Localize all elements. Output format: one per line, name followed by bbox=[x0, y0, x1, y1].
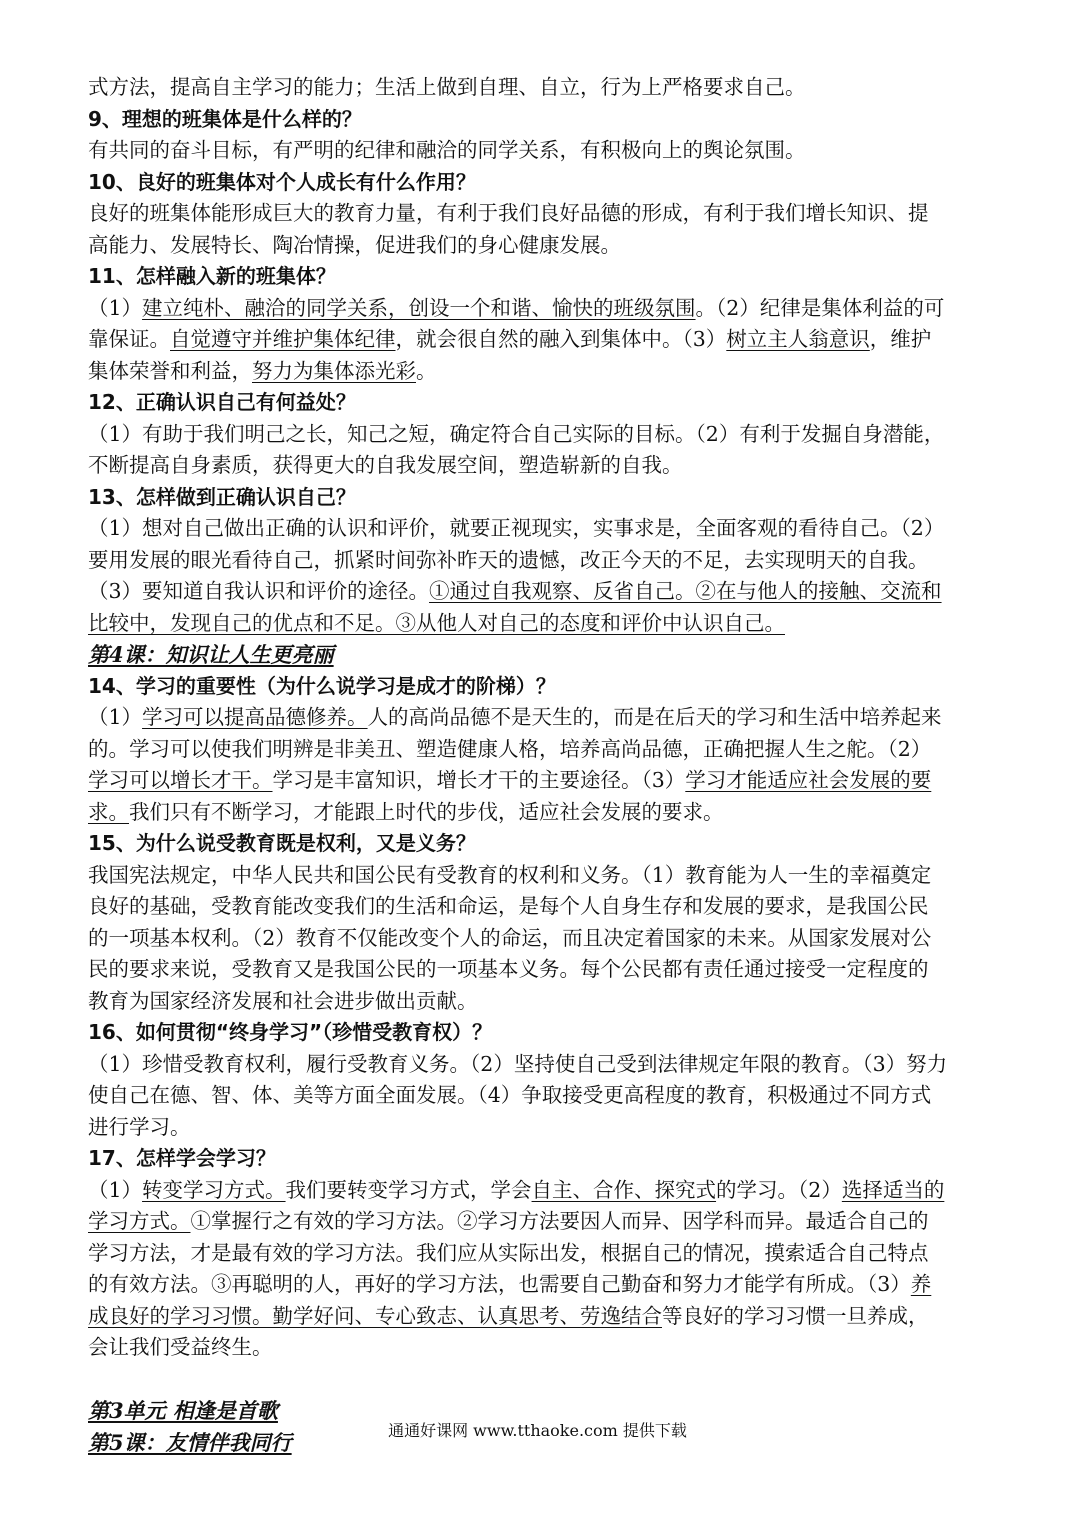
answer-text: 使自己在德、智、体、美等方面全面发展。（4）争取接受更高程度的教育，积极通过不同方式 bbox=[88, 1083, 932, 1107]
answer-text: 学习是丰富知识，增长才干的主要途径。（3） bbox=[272, 768, 686, 792]
question-text: 14、学习的重要性（为什么说学习是成才的阶梯）？ bbox=[88, 673, 556, 698]
answer-text: 等良好的学习习惯一旦养成， bbox=[662, 1303, 929, 1328]
underlined-key-point: 求。 bbox=[88, 799, 129, 824]
answer-text: 不断提高自身素质，获得更大的自我发展空间，塑造崭新的自我。 bbox=[88, 453, 683, 477]
text-line bbox=[88, 986, 988, 1018]
answer-text: （1）想对自己做出正确的认识和评价，就要正视现实，实事求是，全面客观的看待自己。（2） bbox=[88, 516, 945, 540]
answer-text: 我国宪法规定，中华人民共和国公民有受教育的权利和义务。（1）教育能为人一生的幸福奠定 bbox=[88, 862, 932, 887]
answer-text: 民的要求来说，受教育又是我国公民的一项基本义务。每个公民都有责任通过接受一定程度的 bbox=[88, 957, 929, 981]
text-line bbox=[88, 230, 988, 262]
answer-text: 靠保证。 bbox=[88, 327, 170, 351]
text-line bbox=[88, 797, 988, 829]
underlined-key-point: 努力为集体添光彩 bbox=[252, 358, 416, 383]
underlined-key-point: 自觉遵守并维护集体纪律 bbox=[170, 327, 396, 351]
question-heading bbox=[88, 387, 988, 419]
question-text: 16、如何贯彻“终身学习”（珍惜受教育权）？ bbox=[88, 1020, 493, 1044]
text-line bbox=[88, 1301, 988, 1333]
text-line bbox=[88, 1206, 988, 1238]
underlined-key-point: 养 bbox=[910, 1272, 932, 1296]
question-text: 9、理想的班集体是什么样的？ bbox=[88, 106, 362, 131]
answer-text: 良好的班集体能形成巨大的教育力量，有利于我们良好品德的形成，有利于我们增长知识、提 bbox=[88, 201, 929, 225]
document-page bbox=[88, 72, 988, 1458]
text-line bbox=[88, 765, 988, 797]
text-line bbox=[88, 860, 988, 892]
underlined-key-point: 选择适当的 bbox=[841, 1177, 945, 1202]
answer-text: ①掌握行之有效的学习方法。②学习方法要因人而异、因学科而异。最适合自己的 bbox=[190, 1209, 929, 1233]
answer-text: （1） bbox=[88, 295, 143, 320]
text-line bbox=[88, 419, 988, 451]
answer-text: 集体荣誉和利益， bbox=[88, 358, 252, 383]
answer-text: （3）要知道自我认识和评价的途径。 bbox=[88, 579, 430, 603]
text-line bbox=[88, 1175, 988, 1207]
answer-text: （1）有助于我们明己之长，知己之短，确定符合自己实际的目标。（2）有利于发掘自身潜能， bbox=[88, 421, 945, 446]
question-text: 13、怎样做到正确认识自己？ bbox=[88, 484, 356, 509]
text-line bbox=[88, 608, 988, 640]
text-line bbox=[88, 1080, 988, 1112]
underlined-key-point: 学习可以提高品德修养。 bbox=[142, 705, 368, 729]
answer-text: 学习方法，才是最有效的学习方法。我们应从实际出发，根据自己的情况，摸索适合自己特点 bbox=[88, 1240, 929, 1265]
question-heading bbox=[88, 1143, 988, 1175]
answer-text: 的一项基本权利。（2）教育不仅能改变个人的命运，而且决定着国家的未来。从国家发展对公 bbox=[88, 925, 932, 950]
unit-title: 第3单元 相逢是首歌 bbox=[88, 1398, 278, 1423]
question-heading bbox=[88, 828, 988, 860]
underlined-key-point: 勤学好问、专心致志、认真思考、劳逸结合 bbox=[272, 1303, 662, 1328]
text-line bbox=[88, 576, 988, 608]
text-line bbox=[88, 513, 988, 545]
underlined-key-point: 学习才能适应社会发展的要 bbox=[685, 768, 932, 792]
lesson-title: 第5课：友情伴我同行 bbox=[88, 1429, 292, 1455]
answer-text: 良好的基础，受教育能改变我们的生活和命运，是每个人自身生存和发展的要求，是我国公民 bbox=[88, 894, 929, 918]
page-footer bbox=[0, 1418, 1075, 1441]
question-text: 11、怎样融入新的班集体？ bbox=[88, 264, 336, 288]
underlined-key-point: 树立主人翁意识 bbox=[726, 327, 870, 351]
underlined-key-point: 学习方式。 bbox=[88, 1209, 191, 1233]
text-line bbox=[88, 545, 988, 577]
question-text: 12、正确认识自己有何益处？ bbox=[88, 390, 356, 414]
underlined-key-point: 自主、合作、探究式 bbox=[531, 1177, 717, 1202]
answer-text: 我们只有不断学习，才能跟上时代的步伐，适应社会发展的要求。 bbox=[129, 799, 724, 824]
underlined-key-point: 建立纯朴、融洽的同学关系，创设一个和谐、愉快的班级氛围 bbox=[142, 295, 696, 320]
question-heading bbox=[88, 167, 988, 199]
underlined-key-point: 比较中，发现自己的优点和不足。③从他人对自己的态度和评价中认识自己。 bbox=[88, 610, 785, 635]
text-line bbox=[88, 293, 988, 325]
question-heading bbox=[88, 482, 988, 514]
answer-text: 会让我们受益终生。 bbox=[88, 1335, 273, 1359]
text-line bbox=[88, 1049, 988, 1081]
answer-text: 教育为国家经济发展和社会进步做出贡献。 bbox=[88, 988, 478, 1013]
text-line bbox=[88, 135, 988, 167]
answer-text: 人的高尚品德不是天生的，而是在后天的学习和生活中培养起来 bbox=[367, 705, 942, 729]
question-heading bbox=[88, 261, 988, 293]
answer-text: 高能力、发展特长、陶冶情操，促进我们的身心健康发展。 bbox=[88, 232, 621, 257]
answer-text: 的。学习可以使我们明辨是非美丑、塑造健康人格，培养高尚品德，正确把握人生之舵。（2） bbox=[88, 736, 932, 761]
answer-text: （1）珍惜受教育权利，履行受教育义务。（2）坚持使自己受到法律规定年限的教育。（3）努力 bbox=[88, 1051, 948, 1076]
answer-text: 有共同的奋斗目标，有严明的纪律和融洽的同学关系，有积极向上的舆论氛围。 bbox=[88, 138, 806, 162]
text-line bbox=[88, 450, 988, 482]
answer-text: （1） bbox=[88, 1177, 143, 1202]
text-line bbox=[88, 1112, 988, 1144]
text-line bbox=[88, 72, 988, 104]
paragraph-text: 式方法，提高自主学习的能力；生活上做到自理、自立，行为上严格要求自己。 bbox=[88, 75, 806, 99]
underlined-key-point: 转变学习方式。 bbox=[142, 1177, 286, 1202]
text-line bbox=[88, 702, 988, 734]
question-heading bbox=[88, 1017, 988, 1049]
question-text: 17、怎样学会学习？ bbox=[88, 1146, 276, 1170]
underlined-key-point: 成良好的学习习惯。 bbox=[88, 1303, 273, 1328]
answer-text: 我们要转变学习方式，学会 bbox=[285, 1177, 532, 1202]
question-text: 10、良好的班集体对个人成长有什么作用？ bbox=[88, 169, 476, 194]
lesson-title: 第4课：知识让人生更亮丽 bbox=[88, 642, 334, 667]
answer-text: 进行学习。 bbox=[88, 1114, 191, 1139]
text-line bbox=[88, 1332, 988, 1364]
footer-text: 通通好课网 www.tthaoke.com 提供下载 bbox=[388, 1421, 687, 1440]
underlined-key-point: ①通过自我观察、反省自己。②在与他人的接触、交流和 bbox=[429, 579, 942, 603]
spacer bbox=[88, 1364, 988, 1396]
answer-text: 要用发展的眼光看待自己，抓紧时间弥补昨天的遗憾，改正今天的不足，去实现明天的自我。 bbox=[88, 547, 929, 572]
answer-text: ，就会很自然的融入到集体中。（3） bbox=[395, 327, 727, 351]
text-line bbox=[88, 1269, 988, 1301]
question-text: 15、为什么说受教育既是权利，又是义务？ bbox=[88, 831, 476, 855]
underlined-key-point: 学习可以增长才干。 bbox=[88, 768, 273, 792]
text-line bbox=[88, 356, 988, 388]
answer-text: 的有效方法。③再聪明的人，再好的学习方法，也需要自己勤奋和努力才能学有所成。（3） bbox=[88, 1272, 911, 1296]
text-line bbox=[88, 198, 988, 230]
text-line bbox=[88, 1238, 988, 1270]
answer-text: 。 bbox=[416, 358, 437, 383]
answer-text: 的学习。（2） bbox=[716, 1177, 842, 1202]
question-heading bbox=[88, 104, 988, 136]
answer-text: 。（2）纪律是集体利益的可 bbox=[695, 295, 945, 320]
text-line bbox=[88, 324, 988, 356]
answer-text: （1） bbox=[88, 705, 143, 729]
text-line bbox=[88, 734, 988, 766]
lesson-heading bbox=[88, 639, 988, 671]
question-heading bbox=[88, 671, 988, 703]
text-line bbox=[88, 923, 988, 955]
answer-text: ，维护 bbox=[869, 327, 932, 351]
text-line bbox=[88, 891, 988, 923]
text-line bbox=[88, 954, 988, 986]
